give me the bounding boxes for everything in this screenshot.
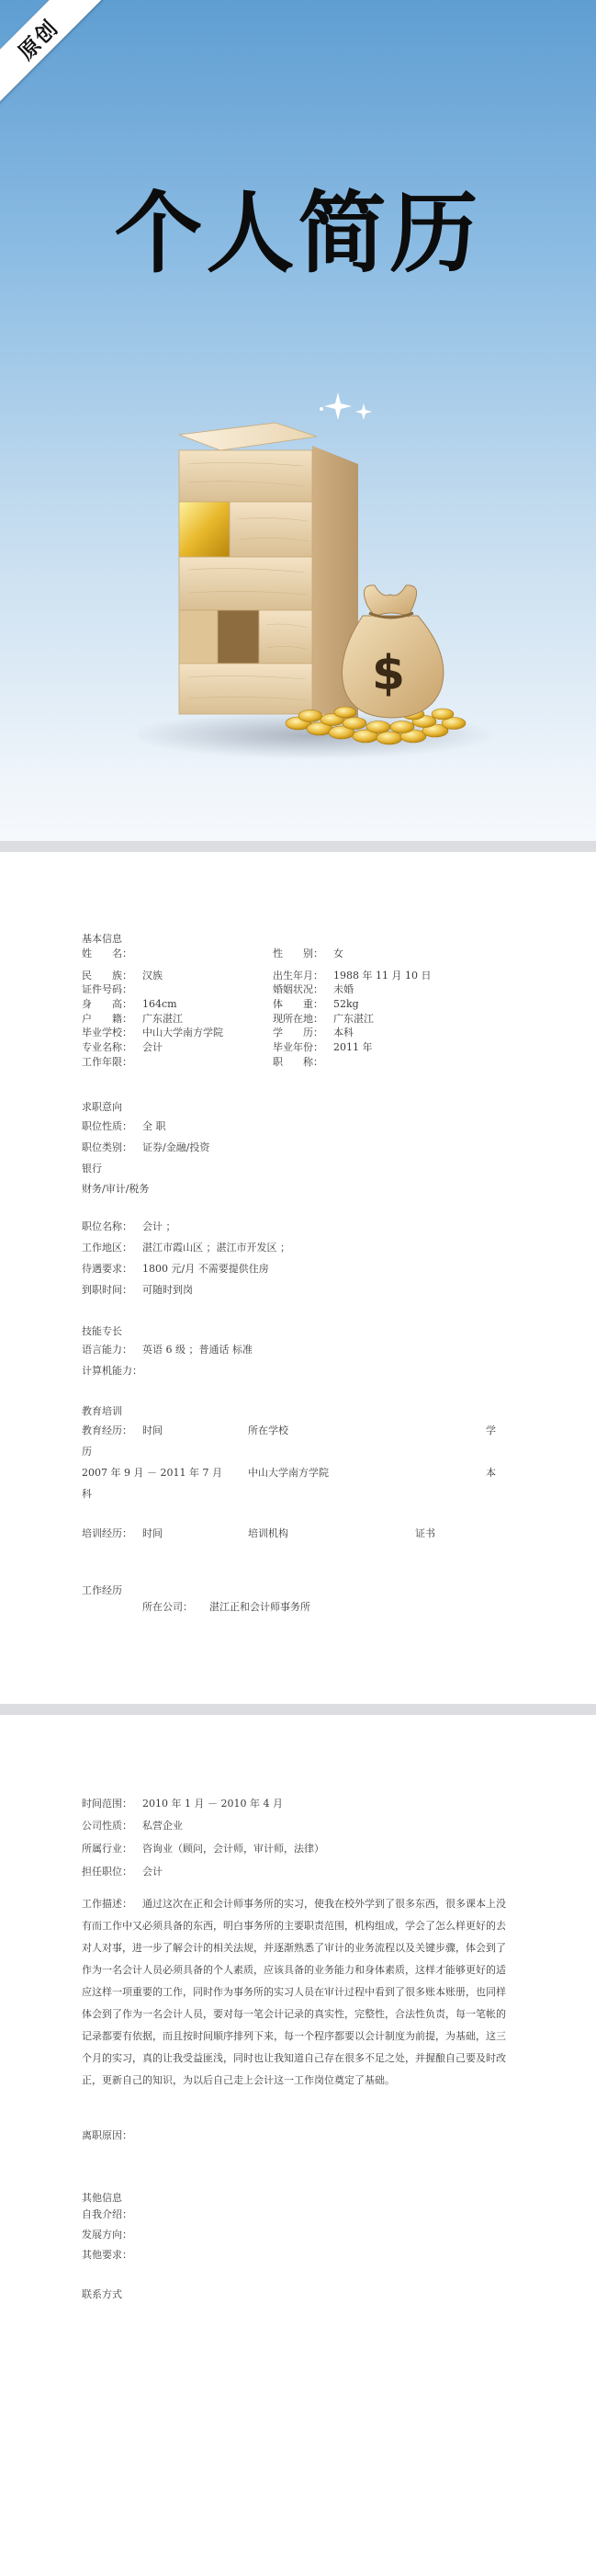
role-label: 担任职位： [82,1866,132,1878]
education-heading: 教育培训 [82,1405,122,1417]
intent-heading: 求职意向 [82,1101,122,1113]
contact-heading: 联系方式 [82,2288,122,2300]
work-description: 通过这次在正和会计师事务所的实习，使我在校外学到了很多东西，很多课本上没有而工作中又必须具备的东西，明白事务所的主要职责范围，机构组成，学会了怎么样更好的去对人对事，进一步了解会计的相关法规，并逐渐熟悉了审计的业务流程以及关键步骤，体会到了作为一名会计人员必须具备的个人素质，应该具备的业务能力和身体素质，这样才能够更好的适应这样一项重要的工作，同时作为事务所的实习人员在审计过程中看到了很多账本账册，也同样体会到了作为一名会计人员，要对每一笔会计记录的真实性，完整性，合法性负责，每一笔帐的记录都要有依据，而且按时间顺序排列下来，每一个程序都要以会计制度为前提，为基础，这三个月的实习，真的让我受益匪浅，同时也让我知道自己存在很多不足之处，并握酿自己要及时改正，更新自己的知识，为以后自己走上会计这一工作岗位奠定了基础。 [82,1898,506,2086]
education-col-school: 所在学校 [248,1424,288,1436]
salary-value: 1800 元/月 不需要提供住房 [142,1263,269,1275]
work-description-label: 工作描述： [82,1898,132,1910]
major-label: 专业名称： [82,1041,132,1053]
company-nature-label: 公司性质： [82,1820,132,1832]
education-row-degree-b: 科 [82,1488,92,1500]
grad-year-label: 毕业年份： [273,1041,323,1053]
cover-title: 个人简历 [114,182,482,285]
residence-value: 广东湛江 [333,1013,374,1025]
education-label: 教育经历： [82,1424,132,1436]
industry-label: 所属行业： [82,1843,132,1855]
original-badge-label: 原创 [14,15,63,65]
leave-reason-label: 离职原因： [82,2129,132,2141]
education-row-time: 2007 年 9 月 － 2011 年 7 月 [82,1467,222,1479]
training-col-cert: 证书 [415,1527,435,1539]
marriage-label: 婚姻状况： [273,983,323,995]
degree-label: 学 历： [273,1027,323,1038]
height-value: 164cm [142,998,177,1010]
grad-year-value: 2011 年 [333,1041,373,1053]
job-nature-label: 职位性质： [82,1120,132,1132]
education-row-degree-a: 本 [486,1467,496,1479]
hukou-label: 户 籍： [82,1013,132,1025]
degree-value: 本科 [333,1027,354,1038]
school-value: 中山大学南方学院 [142,1027,223,1038]
name-label: 姓 名： [82,948,132,959]
title-label: 职 称： [273,1056,323,1068]
job-nature-value: 全 职 [142,1120,166,1132]
height-label: 身 高： [82,998,132,1010]
nation-value: 汉族 [142,970,163,982]
education-col-time: 时间 [142,1424,163,1436]
nation-label: 民 族： [82,970,132,982]
wood-blocks-and-money-bag-illustration [138,381,505,786]
skills-heading: 技能专长 [82,1325,122,1337]
start-time-value: 可随时到岗 [142,1284,193,1296]
hukou-value: 广东湛江 [142,1013,183,1025]
sparkle-icons [320,392,372,420]
company-label: 所在公司： [142,1601,193,1613]
education-row-school: 中山大学南方学院 [248,1467,329,1479]
language-label: 语言能力： [82,1344,132,1356]
position-label: 职位名称： [82,1220,132,1232]
original-badge [0,0,114,105]
other-requirements-label: 其他要求： [82,2249,132,2261]
location-label: 工作地区： [82,1242,132,1254]
gender-label: 性 别： [273,948,323,959]
page-divider [0,1704,596,1715]
weight-label: 体 重： [273,998,323,1010]
period-value: 2010 年 1 月 － 2010 年 4 月 [142,1798,283,1810]
position-value: 会计 ； [142,1220,176,1232]
birth-label: 出生年月： [273,970,323,982]
residence-label: 现所在地： [273,1013,323,1025]
work-years-label: 工作年限： [82,1056,132,1068]
period-label: 时间范围： [82,1798,132,1810]
language-value: 英语 6 级 ；普通话 标准 [142,1344,253,1356]
cover-page [0,0,596,841]
birth-value: 1988 年 11 月 10 日 [333,970,432,982]
weight-value: 52kg [333,998,359,1010]
major-value: 会计 [142,1041,163,1053]
location-value: 湛江市霞山区 ；湛江市开发区 ； [142,1242,290,1254]
self-intro-label: 自我介绍： [82,2208,132,2220]
company-nature-value: 私营企业 [142,1820,183,1832]
training-col-time: 时间 [142,1527,163,1539]
job-category-value: 证券/金融/投资 [142,1141,210,1153]
training-label: 培训经历： [82,1527,132,1539]
job-category-extra-2: 财务/审计/税务 [82,1183,150,1195]
computer-skill-label: 计算机能力： [82,1365,142,1377]
marriage-value: 未婚 [333,983,354,995]
other-info-heading: 其他信息 [82,2192,122,2204]
dollar-sign-icon: $ [371,646,406,701]
role-value: 会计 [142,1866,163,1878]
job-category-extra-1: 银行 [82,1163,102,1175]
start-time-label: 到职时间： [82,1284,132,1296]
education-col-degree-a: 学 [486,1424,496,1436]
page-divider [0,841,596,852]
basic-info-heading: 基本信息 [82,933,122,945]
education-col-degree-b: 历 [82,1446,92,1458]
school-label: 毕业学校： [82,1027,132,1038]
job-category-label: 职位类别： [82,1141,132,1153]
id-label: 证件号码： [82,983,132,995]
work-heading: 工作经历 [82,1584,122,1596]
salary-label: 待遇要求： [82,1263,132,1275]
development-label: 发展方向： [82,2229,132,2241]
industry-value: 咨询业（顾问，会计师，审计师，法律） [142,1843,324,1855]
gender-value: 女 [333,948,343,959]
company-value: 湛江正和会计师事务所 [209,1601,310,1613]
training-col-org: 培训机构 [248,1527,288,1539]
